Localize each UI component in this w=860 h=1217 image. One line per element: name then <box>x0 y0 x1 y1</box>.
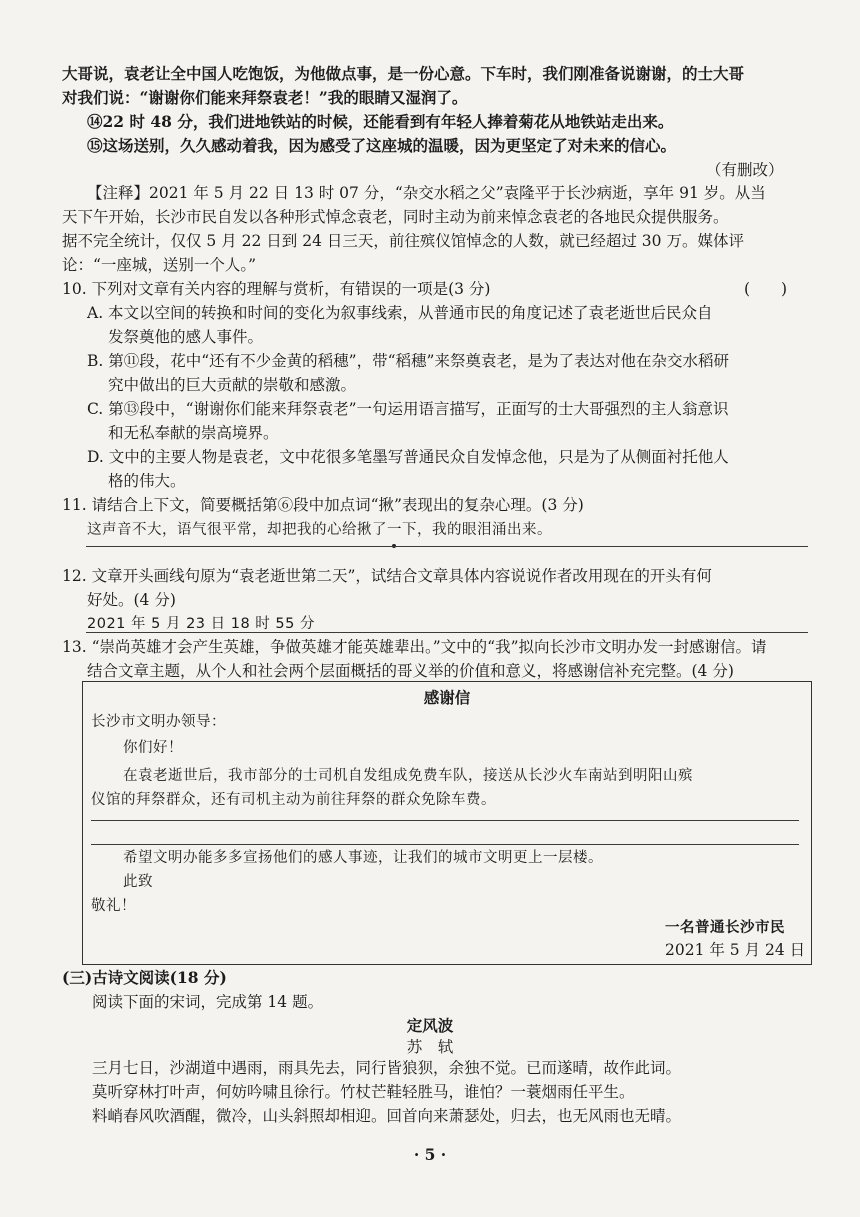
section-instruction: 阅读下面的宋词，完成第 14 题。 <box>92 993 324 1011</box>
letter-body-cont: 仪馆的拜祭群众，还有司机主动为前往拜祭的群众免除车费。 <box>91 792 496 808</box>
answer-line <box>86 546 808 547</box>
passage-line: 对我们说：“谢谢你们能来拜祭袁老！”我的眼睛又湿润了。 <box>62 88 468 107</box>
letter-greeting: 你们好！ <box>123 740 183 756</box>
question-10-stem: 10. 下列对文章有关内容的理解与赏析，有错误的一项是(3 分) <box>62 280 491 298</box>
option-a-cont: 发祭奠他的感人事件。 <box>108 328 264 346</box>
question-12-stem-cont: 好处。(4 分) <box>87 591 176 609</box>
question-13-stem: 13. “崇尚英雄才会产生英雄，争做英雄才能英雄辈出。”文中的“我”拟向长沙市文明办发一封感谢信。请 <box>62 638 767 656</box>
page-number: · 5 · <box>413 1145 447 1164</box>
poem-preface: 三月七日，沙湖道中遇雨，雨具先去，同行皆狼狈，余独不觉。已而遂晴，故作此词。 <box>92 1059 682 1077</box>
letter-closing-jingli: 敬礼！ <box>91 898 136 914</box>
option-d-cont: 格的伟大。 <box>108 472 186 490</box>
poem-author: 苏 轼 <box>406 1038 454 1056</box>
answer-blank[interactable]: ( ) <box>744 280 788 298</box>
passage-line: 大哥说，袁老让全中国人吃饱饭，为他做点事，是一份心意。下车时，我们刚准备说谢谢，的士大哥 <box>62 64 745 83</box>
thank-you-letter-box <box>82 681 812 965</box>
source-note: （有删改） <box>706 161 784 179</box>
handwritten-answer-11: 这声音不大，语气很平常，却把我的心给揪了一下，我的眼泪涌出来。 <box>87 522 552 538</box>
poem-title: 定风波 <box>406 1016 454 1035</box>
question-13-stem-cont: 结合文章主题，从个人和社会两个层面概括的哥义举的价值和意义，将感谢信补充完整。(4 分) <box>87 662 734 680</box>
letter-closing-cizhi: 此致 <box>123 874 153 890</box>
option-a: A. 本文以空间的转换和时间的变化为叙事线索，从普通市民的角度记述了袁老逝世后民众自 <box>87 304 713 322</box>
option-b-cont: 究中做出的巨大贡献的崇敬和感激。 <box>108 376 357 394</box>
question-11-stem: 11. 请结合上下文，简要概括第⑥段中加点词“揪”表现出的复杂心理。(3 分) <box>62 496 584 514</box>
option-b: B. 第⑪段，花中“还有不少金黄的稻穗”，带“稻穗”来祭奠袁老，是为了表达对他在杂交水稻研 <box>87 352 729 370</box>
letter-salutation: 长沙市文明办领导： <box>91 714 226 730</box>
section-heading: (三)古诗文阅读(18 分) <box>62 968 227 987</box>
poem-line: 莫听穿林打叶声，何妨吟啸且徐行。竹杖芒鞋轻胜马，谁怕？一蓑烟雨任平生。 <box>92 1083 635 1101</box>
question-12-stem: 12. 文章开头画线句原为“袁老逝世第二天”，试结合文章具体内容说说作者改用现在的开头有何 <box>62 567 712 585</box>
letter-fill-line[interactable] <box>91 844 799 845</box>
letter-closing: 希望文明办能多多宣扬他们的感人事迹，让我们的城市文明更上一层楼。 <box>123 850 603 866</box>
letter-fill-line[interactable] <box>91 820 799 821</box>
paragraph-14: ⑭22 时 48 分，我们进地铁站的时候，还能看到有年轻人捧着菊花从地铁站走出来。 <box>87 112 674 131</box>
option-d: D. 文中的主要人物是袁老，文中花很多笔墨写普通民众自发悼念他，只是为了从侧面衬托他人 <box>87 448 729 466</box>
letter-body: 在袁老逝世后，我市部分的士司机自发组成免费车队，接送从长沙火车南站到明阳山殡 <box>123 768 693 784</box>
note-line: 天下午开始，长沙市民自发以各种形式悼念袁老，同时主动为前来悼念袁老的各地民众提供服务。 <box>62 208 729 226</box>
letter-date: 2021 年 5 月 24 日 <box>665 941 806 959</box>
answer-line <box>86 632 808 633</box>
poem-line: 料峭春风吹酒醒，微冷，山头斜照却相迎。回首向来萧瑟处，归去，也无风雨也无晴。 <box>92 1107 682 1125</box>
letter-title: 感谢信 <box>423 688 471 707</box>
note-line: 据不完全统计，仅仅 5 月 22 日到 24 日三天，前往殡仪馆悼念的人数，就已经超过 30 万。媒体评 <box>62 232 744 250</box>
paragraph-15: ⑮这场送别，久久感动着我，因为感受了这座城的温暖，因为更坚定了对未来的信心。 <box>87 136 677 155</box>
letter-signature: 一名普通长沙市民 <box>665 920 785 936</box>
handwritten-answer-12: 2021 年 5 月 23 日 18 时 55 分 <box>87 616 315 632</box>
note-line: 论：“一座城，送别一个人。” <box>62 256 257 274</box>
note-line: 【注释】2021 年 5 月 22 日 13 时 07 分，“杂交水稻之父”袁隆平于长沙病逝，享年 91 岁。从当 <box>87 184 766 202</box>
option-c-cont: 和无私奉献的崇高境界。 <box>108 424 279 442</box>
option-c: C. 第⑬段中，“谢谢你们能来拜祭袁老”一句运用语言描写，正面写的士大哥强烈的主人翁意识 <box>87 400 729 418</box>
